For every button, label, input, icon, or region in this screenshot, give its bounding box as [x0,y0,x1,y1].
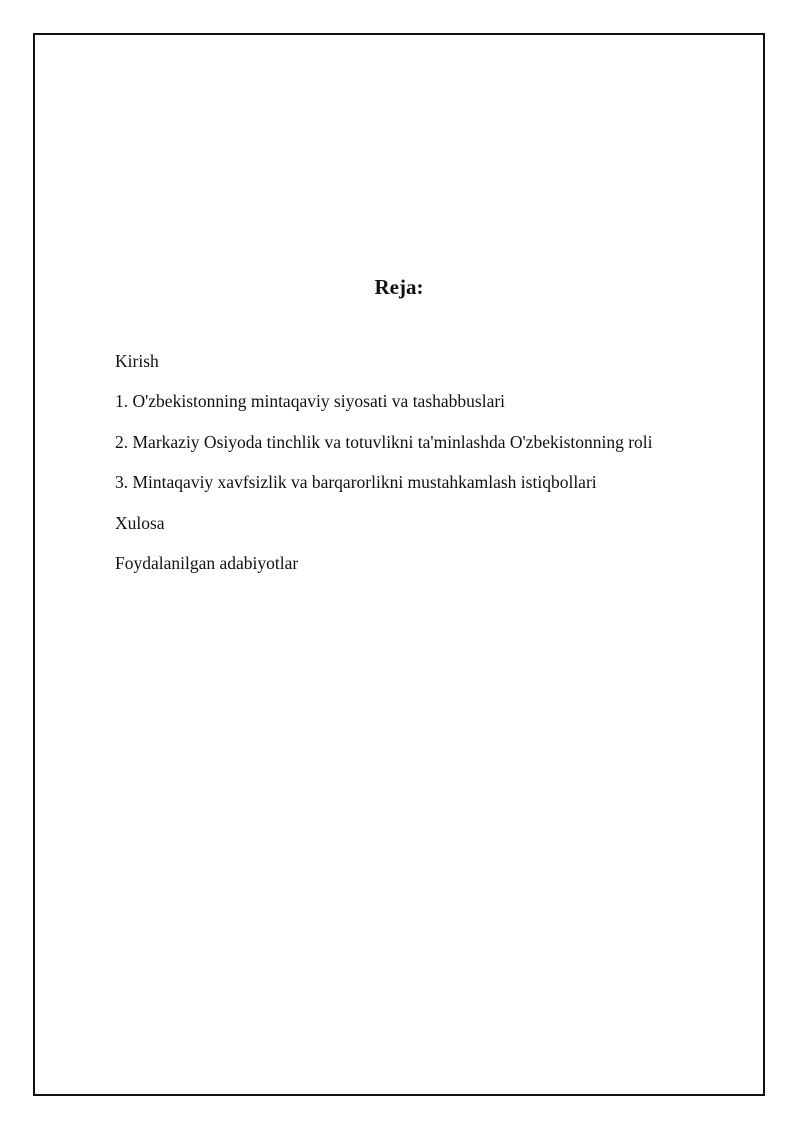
plan-item-conclusion: Xulosa [115,512,165,533]
plan-item-2: 2. Markaziy Osiyoda tinchlik va totuvlikni ta'minlashda O'zbekistonning roli [115,431,653,452]
plan-list [115,351,653,593]
page-frame [33,33,765,1096]
plan-item-1: 1. O'zbekistonning mintaqaviy siyosati va tashabbuslari [115,391,506,412]
plan-item-references: Foydalanilgan adabiyotlar [115,552,299,573]
plan-item-3: 3. Mintaqaviy xavfsizlik va barqarorlikni mustahkamlash istiqbollari [115,472,597,493]
plan-item-introduction: Kirish [115,351,159,371]
plan-title: Reja: [374,275,424,299]
